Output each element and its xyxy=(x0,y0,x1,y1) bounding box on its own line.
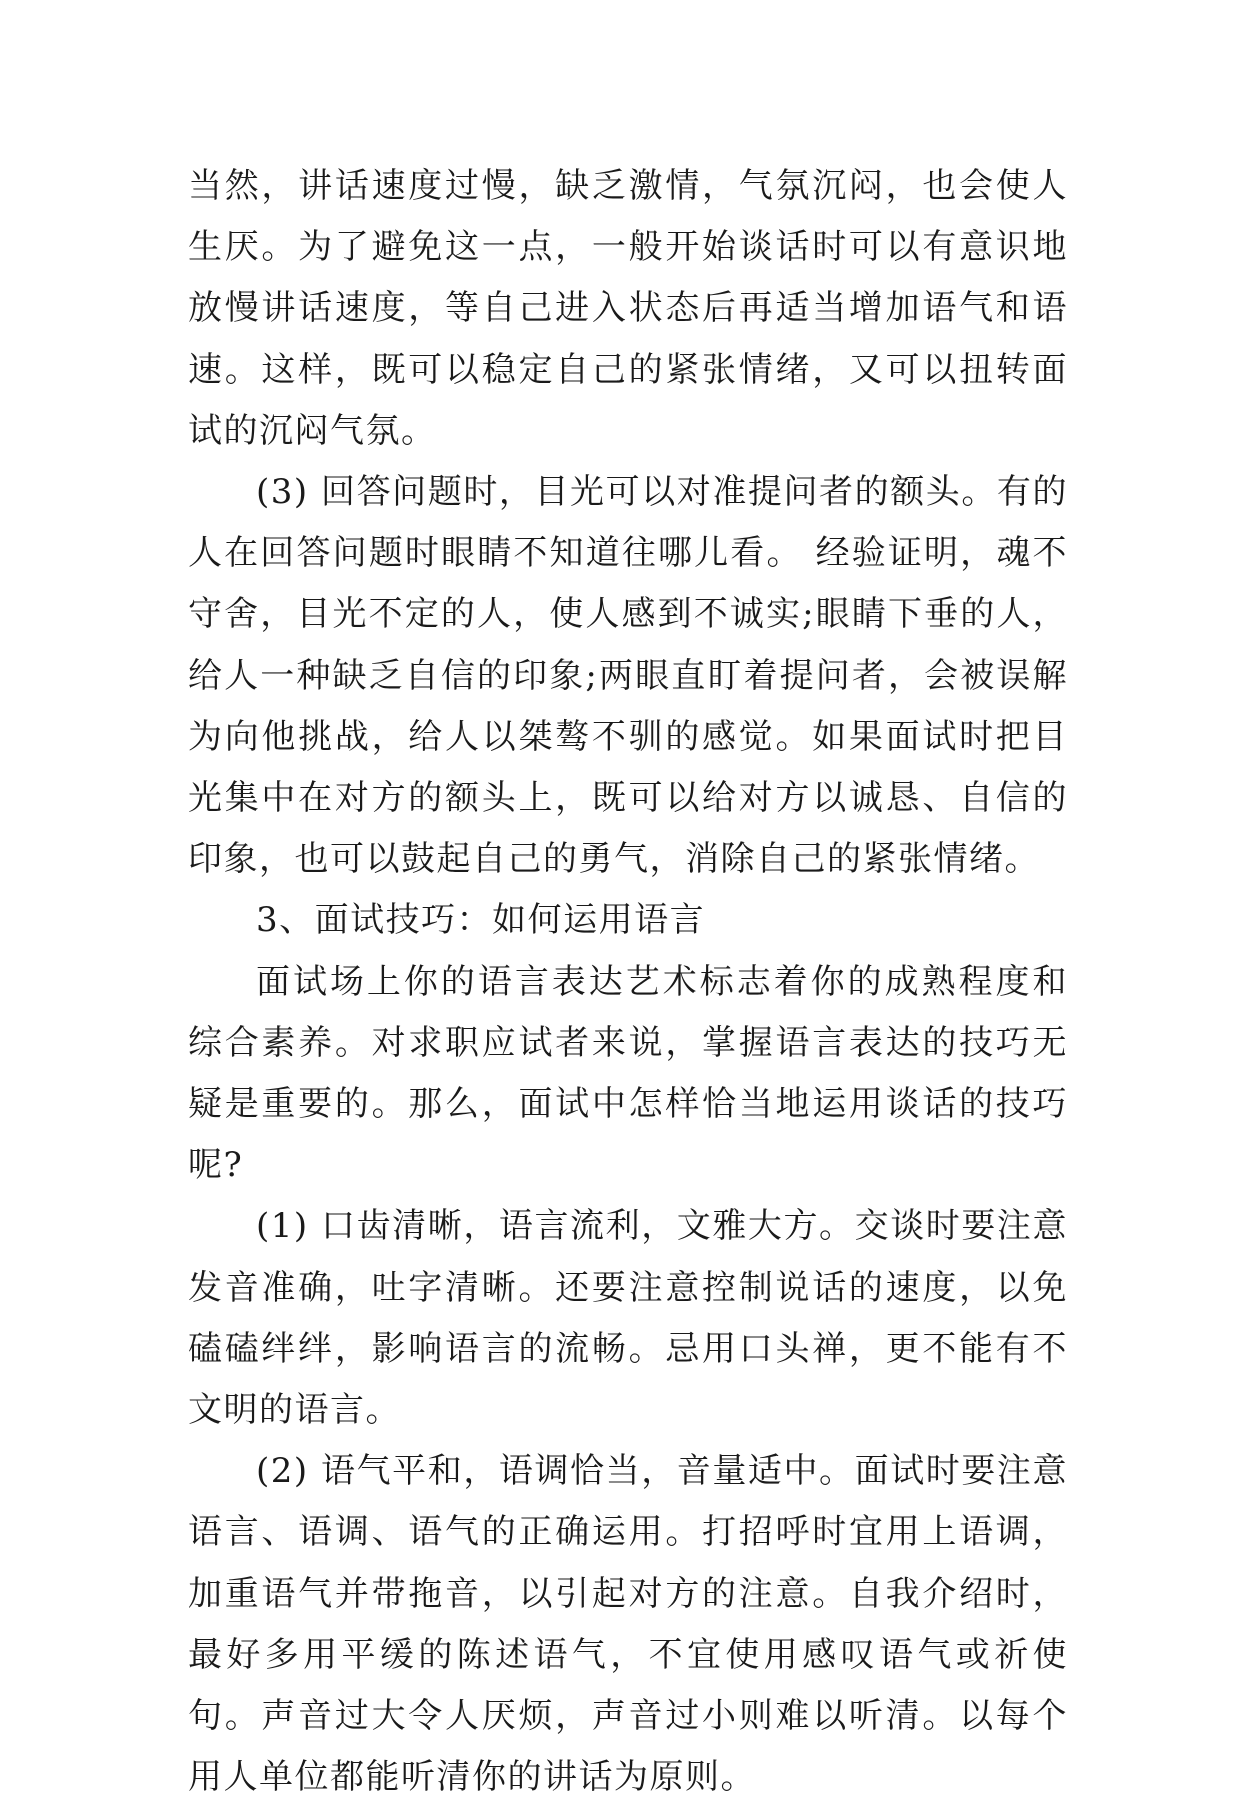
paragraph-language-intro: 面试场上你的语言表达艺术标志着你的成熟程度和综合素养。对求职应试者来说，掌握语言表达的技巧无疑是重要的。那么，面试中怎样恰当地运用谈话的技巧呢? xyxy=(188,961,1068,1186)
document-body xyxy=(188,156,1068,1808)
paragraph-tone-volume: (2) 语气平和，语调恰当，音量适中。面试时要注意语言、语调、语气的正确运用。打招呼时宜用上语调，加重语气并带拖音，以引起对方的注意。自我介绍时，最好多用平缓的陈述语气，不宜使用感叹语气或祈使句。声音过大令人厌烦，声音过小则难以听清。以每个用人单位都能听清你的讲话为原则。 xyxy=(188,1451,1068,1798)
paragraph-clear-speech: (1) 口齿清晰，语言流利，文雅大方。交谈时要注意发音准确，吐字清晰。还要注意控制说话的速度，以免磕磕绊绊，影响语言的流畅。忌用口头禅，更不能有不文明的语言。 xyxy=(188,1206,1068,1431)
paragraph-eye-contact: (3) 回答问题时，目光可以对准提问者的额头。有的人在回答问题时眼睛不知道往哪儿看。 经验证明，魂不守舍，目光不定的人，使人感到不诚实;眼睛下垂的人，给人一种缺乏自信的印象;两眼直盯着提问者，会被误解为向他挑战，给人以桀骜不驯的感觉。如果面试时把目光集中在对方的额头上，既可以给对方以诚恳、自信的印象，也可以鼓起自己的勇气，消除自己的紧张情绪。 xyxy=(188,472,1068,880)
section-heading-language: 3、面试技巧：如何运用语言 xyxy=(256,900,706,941)
paragraph-speaking-speed: 当然，讲话速度过慢，缺乏激情，气氛沉闷，也会使人生厌。为了避免这一点，一般开始谈话时可以有意识地放慢讲话速度，等自己进入状态后再适当增加语气和语速。这样，既可以稳定自己的紧张情绪，又可以扭转面试的沉闷气氛。 xyxy=(188,166,1068,451)
